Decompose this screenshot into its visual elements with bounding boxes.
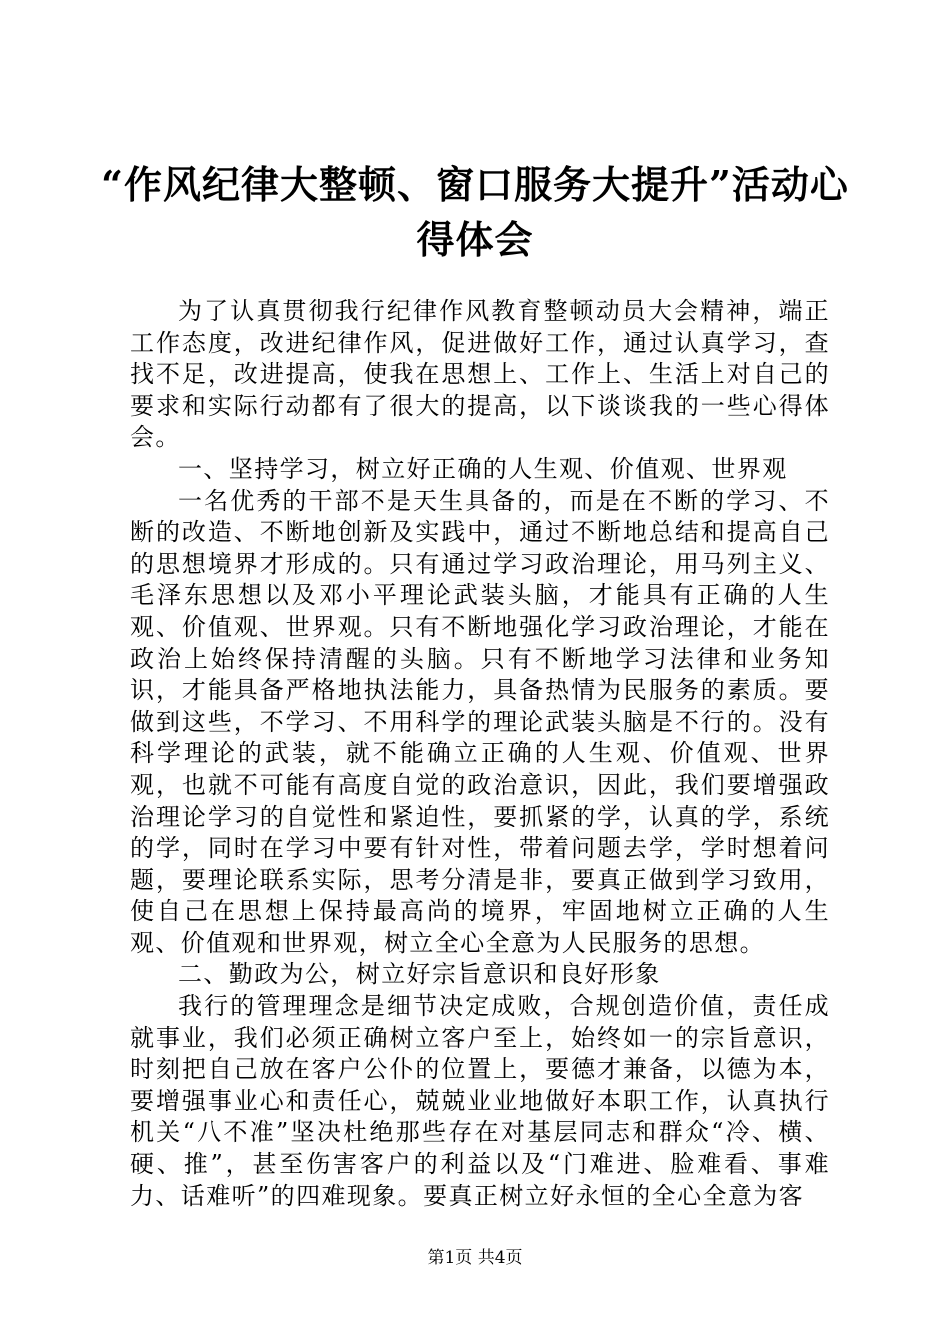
section-heading-1: 一、坚持学习，树立好正确的人生观、价值观、世界观 <box>178 454 788 483</box>
document-body <box>130 296 830 1212</box>
page-number-footer: 第1页 共4页 <box>427 1248 523 1268</box>
document-title-line-2: 得体会 <box>416 217 534 262</box>
document-title-line-1: “作风纪律大整顿、窗口服务大提升”活动心 <box>101 162 849 207</box>
section-2-paragraph: 我行的管理理念是细节决定成败，合规创造价值，责任成就事业，我们必须正确树立客户至上，始终如一的宗旨意识，时刻把自己放在客户公仆的位置上，要德才兼备，以德为本，要增强事业心和责任心，兢兢业业地做好本职工作，认真执行机关“八不准”坚决杜绝那些存在对基层同志和群众“冷、横、硬、推”，甚至伤害客户的利益以及“门难进、脸难看、事难力、话难听”的四难现象。要真正树立好永恒的全心全意为客 <box>130 992 830 1210</box>
section-heading-2: 二、勤政为公，树立好宗旨意识和良好形象 <box>178 960 661 989</box>
section-1-paragraph: 一名优秀的干部不是天生具备的，而是在不断的学习、不断的改造、不断地创新及实践中，通过不断地总结和提高自己的思想境界才形成的。只有通过学习政治理论，用马列主义、毛泽东思想以及邓小平理论武装头脑，才能具有正确的人生观、价值观、世界观。只有不断地强化学习政治理论，才能在政治上始终保持清醒的头脑。只有不断地学习法律和业务知识，才能具备严格地执法能力，具备热情为民服务的素质。要做到这些，不学习、不用科学的理论武装头脑是不行的。没有科学理论的武装，就不能确立正确的人生观、价值观、世界观，也就不可能有高度自觉的政治意识，因此，我们要增强政治理论学习的自觉性和紧迫性，要抓紧的学，认真的学，系统的学，同时在学习中要有针对性，带着问题去学，学时想着问题，要理论联系实际，思考分清是非，要真正做到学习致用，使自己在思想上保持最高尚的境界，牢固地树立正确的人生观、价值观和世界观，树立全心全意为人民服务的思想。 <box>130 486 830 957</box>
intro-paragraph: 为了认真贯彻我行纪律作风教育整顿动员大会精神，端正工作态度，改进纪律作风，促进做好工作，通过认真学习，查找不足，改进提高，使我在思想上、工作上、生活上对自己的要求和实际行动都有了很大的提高，以下谈谈我的一些心得体会。 <box>130 297 830 452</box>
